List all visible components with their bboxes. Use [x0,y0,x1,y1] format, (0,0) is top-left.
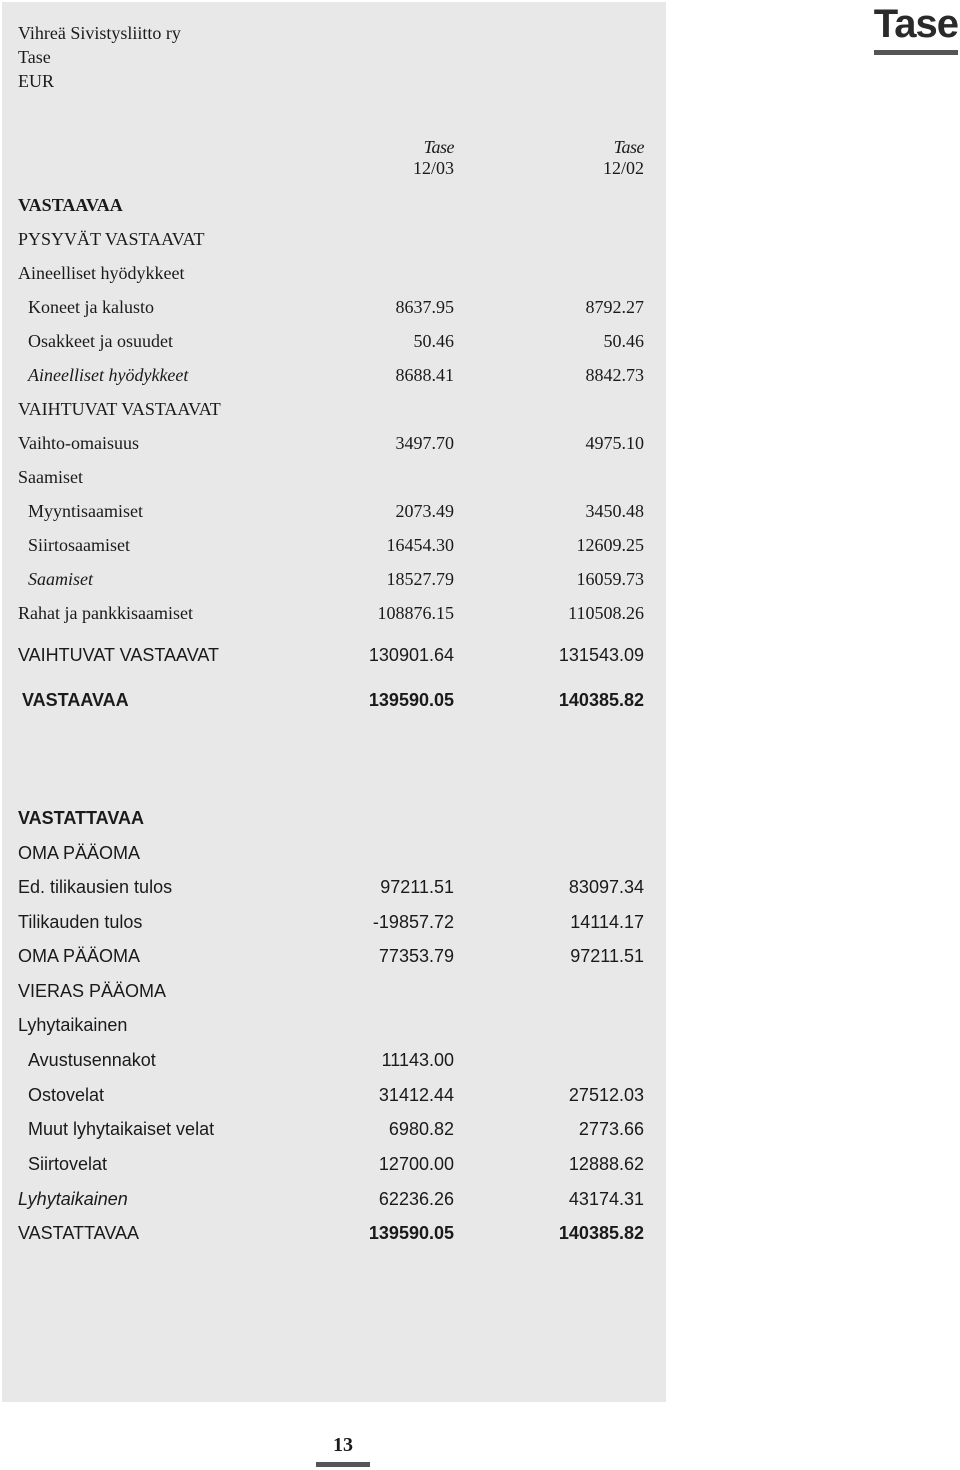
column-label: Tase [423,137,454,157]
value-current: 16454.30 [386,535,454,555]
row-label: Avustusennakot [28,1050,156,1070]
row-label: Lyhytaikainen [18,1015,128,1035]
value-previous: 12609.25 [576,535,644,555]
value-previous: 4975.10 [585,433,644,453]
value-current: 11143.00 [381,1050,454,1070]
value-current: 2073.49 [395,501,454,521]
table-row [2,566,666,592]
page-number-underline [316,1462,370,1467]
table-row [2,430,666,456]
table-row [2,874,666,900]
section-logo [872,0,958,60]
value-current: 12700.00 [378,1154,454,1174]
row-label: VASTAAVAA [22,690,129,710]
value-current: 130901.64 [368,645,454,665]
value-previous: 2773.66 [578,1119,644,1139]
currency-label: EUR [18,71,54,91]
table-row [2,1151,666,1177]
value-current: 31412.44 [378,1085,454,1105]
value-previous: 8842.73 [585,365,644,385]
row-label: OMA PÄÄOMA [18,843,141,863]
row-label: VIERAS PÄÄOMA [18,981,167,1001]
table-row [2,909,666,935]
document-title: Tase [18,47,51,67]
table-row-total [2,687,666,713]
value-current: 6980.82 [388,1119,454,1139]
row-label: Koneet ja kalusto [28,297,154,317]
table-row [2,396,666,422]
row-label: Myyntisaamiset [28,501,143,521]
table-row [2,943,666,969]
table-row [2,1116,666,1142]
value-previous: 3450.48 [585,501,644,521]
table-row [2,805,666,831]
row-label: Siirtovelat [28,1154,108,1174]
section-logo-underline [874,50,958,55]
table-row [2,532,666,558]
row-label: VAIHTUVAT VASTAAVAT [18,399,221,419]
table-row-subtotal [2,642,666,668]
row-label: VASTATTAVAA [18,808,144,828]
value-previous: 50.46 [603,331,644,351]
row-label: Aineelliset hyödykkeet [28,365,189,385]
table-row [2,260,666,286]
value-current: 108876.15 [377,603,454,623]
value-current: 3497.70 [395,433,454,453]
table-row [2,192,666,218]
column-label: Tase [613,137,644,157]
value-current: 139590.05 [368,690,454,710]
value-current: 97211.51 [380,877,454,897]
value-previous: 97211.51 [570,946,644,966]
table-row [2,978,666,1004]
row-label: Siirtosaamiset [28,535,130,555]
value-previous: 16059.73 [576,569,644,589]
column-period: 12/03 [412,158,454,178]
row-label: Ostovelat [28,1085,105,1105]
value-previous: 12888.62 [568,1154,644,1174]
value-current: 62236.26 [378,1189,454,1209]
value-current: 8637.95 [395,297,454,317]
value-previous: 83097.34 [568,877,644,897]
table-row [2,498,666,524]
row-label: Vaihto-omaisuus [18,433,139,453]
table-row [2,226,666,252]
value-previous: 27512.03 [568,1085,644,1105]
value-previous: 110508.26 [568,603,644,623]
row-label: VAIHTUVAT VASTAAVAT [18,645,220,665]
value-previous: 43174.31 [568,1189,644,1209]
table-row [2,362,666,388]
table-row-subtotal [2,1186,666,1212]
row-label: Tilikauden tulos [18,912,143,932]
value-previous: 131543.09 [558,645,644,665]
row-label: Aineelliset hyödykkeet [18,263,185,283]
balance-sheet-panel [2,2,666,1402]
table-row [2,840,666,866]
section-logo-text: Tase [873,2,958,46]
value-current: -19857.72 [372,912,454,932]
organization-name: Vihreä Sivistysliitto ry [18,23,181,43]
row-label: Saamiset [18,467,83,487]
table-row [2,464,666,490]
value-current: 18527.79 [386,569,454,589]
column-header-previous [504,137,644,179]
value-previous: 140385.82 [558,690,644,710]
row-label: Muut lyhytaikaiset velat [28,1119,215,1139]
value-previous: 140385.82 [558,1223,644,1243]
row-label: VASTATTAVAA [18,1223,140,1243]
value-current: 8688.41 [395,365,454,385]
value-current: 139590.05 [368,1223,454,1243]
row-label: VASTAAVAA [18,195,123,215]
row-label: Ed. tilikausien tulos [18,877,173,897]
table-row [2,1012,666,1038]
row-label: OMA PÄÄOMA [18,946,141,966]
row-label: Rahat ja pankkisaamiset [18,603,193,623]
table-row [2,1082,666,1108]
table-row [2,294,666,320]
page-number: 13 [333,1434,353,1456]
row-label: Saamiset [28,569,93,589]
row-label: PYSYVÄT VASTAAVAT [18,229,205,249]
value-current: 77353.79 [378,946,454,966]
table-row [2,1047,666,1073]
row-label: Lyhytaikainen [18,1189,128,1209]
table-row [2,600,666,626]
row-label: Osakkeet ja osuudet [28,331,173,351]
column-header-current [314,137,454,179]
value-current: 50.46 [413,331,454,351]
value-previous: 14114.17 [570,912,644,932]
table-row [2,328,666,354]
column-period: 12/02 [602,158,644,178]
table-row-total [2,1220,666,1246]
value-previous: 8792.27 [585,297,644,317]
